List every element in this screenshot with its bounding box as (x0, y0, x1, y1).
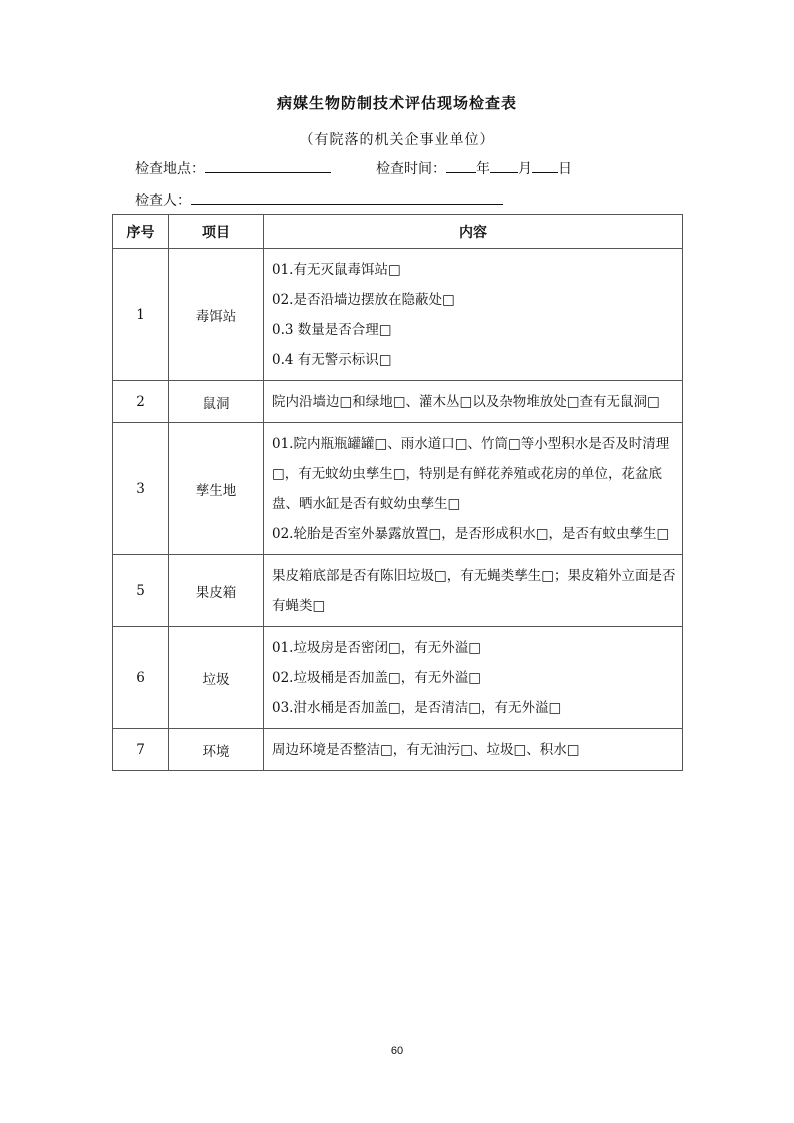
table-row (113, 381, 683, 423)
page-number: 60 (390, 1045, 404, 1057)
content-line: 02.是否沿墙边摆放在隐蔽处□ (272, 292, 455, 308)
row-no: 2 (113, 381, 169, 423)
row-content (264, 729, 683, 771)
location-field (135, 158, 331, 178)
inspection-table (112, 214, 683, 771)
table-row (113, 555, 683, 627)
content-text: 院内沿墙边□和绿地□、灌木丛□以及杂物堆放处□查有无鼠洞□ (272, 394, 660, 410)
time-field (376, 158, 572, 178)
content-line: 0.3 数量是否合理□ (272, 322, 392, 338)
day-blank[interactable] (532, 158, 558, 173)
row-content (264, 555, 683, 627)
inspector-field (135, 190, 503, 210)
row-item: 毒饵站 (169, 249, 264, 381)
content-text: 周边环境是否整洁□，有无油污□、垃圾□、积水□ (272, 742, 580, 758)
header-content: 内容 (264, 215, 683, 249)
header-no: 序号 (113, 215, 169, 249)
content-text: 02.轮胎是否室外暴露放置□，是否形成积水□，是否有蚊虫孳生□ (272, 526, 670, 542)
inspector-label: 检查人： (135, 193, 191, 209)
table-row (113, 249, 683, 381)
content-line: 01.垃圾房是否密闭□，有无外溢□ (272, 640, 481, 656)
time-label: 检查时间： (376, 161, 446, 177)
row-item: 孳生地 (169, 423, 264, 555)
form-subtitle: （有院落的机关企事业单位） (299, 132, 495, 148)
row-item: 垃圾 (169, 627, 264, 729)
row-content (264, 381, 683, 423)
row-no: 6 (113, 627, 169, 729)
row-item: 鼠洞 (169, 381, 264, 423)
content-line: 01.有无灭鼠毒饵站□ (272, 262, 401, 278)
location-label: 检查地点： (135, 161, 205, 177)
table-header-row (113, 215, 683, 249)
location-blank[interactable] (205, 158, 331, 173)
table-row (113, 729, 683, 771)
year-label: 年 (476, 161, 490, 177)
day-label: 日 (558, 161, 572, 177)
row-item: 环境 (169, 729, 264, 771)
inspector-blank[interactable] (191, 190, 503, 205)
row-content (264, 627, 683, 729)
content-text: 果皮箱底部是否有陈旧垃圾□，有无蝇类孳生□；果皮箱外立面是否有蝇类□ (272, 568, 676, 614)
content-line: 02.垃圾桶是否加盖□，有无外溢□ (272, 670, 481, 686)
year-blank[interactable] (446, 158, 476, 173)
content-line: 0.4 有无警示标识□ (272, 352, 392, 368)
month-blank[interactable] (490, 158, 518, 173)
month-label: 月 (518, 161, 532, 177)
content-line: 03.泔水桶是否加盖□，是否清洁□，有无外溢□ (272, 700, 562, 716)
row-no: 7 (113, 729, 169, 771)
content-text: 01.院内瓶瓶罐罐□、雨水道口□、竹筒□等小型积水是否及时清理□，有无蚊幼虫孳生□，特别是有鲜花养殖或花房的单位，花盆底盘、晒水缸是否有蚊幼虫孳生□ (272, 436, 670, 512)
row-item: 果皮箱 (169, 555, 264, 627)
row-no: 5 (113, 555, 169, 627)
header-item: 项目 (169, 215, 264, 249)
row-content (264, 423, 683, 555)
form-title: 病媒生物防制技术评估现场检查表 (276, 94, 517, 112)
row-content (264, 249, 683, 381)
row-no: 3 (113, 423, 169, 555)
row-no: 1 (113, 249, 169, 381)
table-row (113, 627, 683, 729)
table-row (113, 423, 683, 555)
